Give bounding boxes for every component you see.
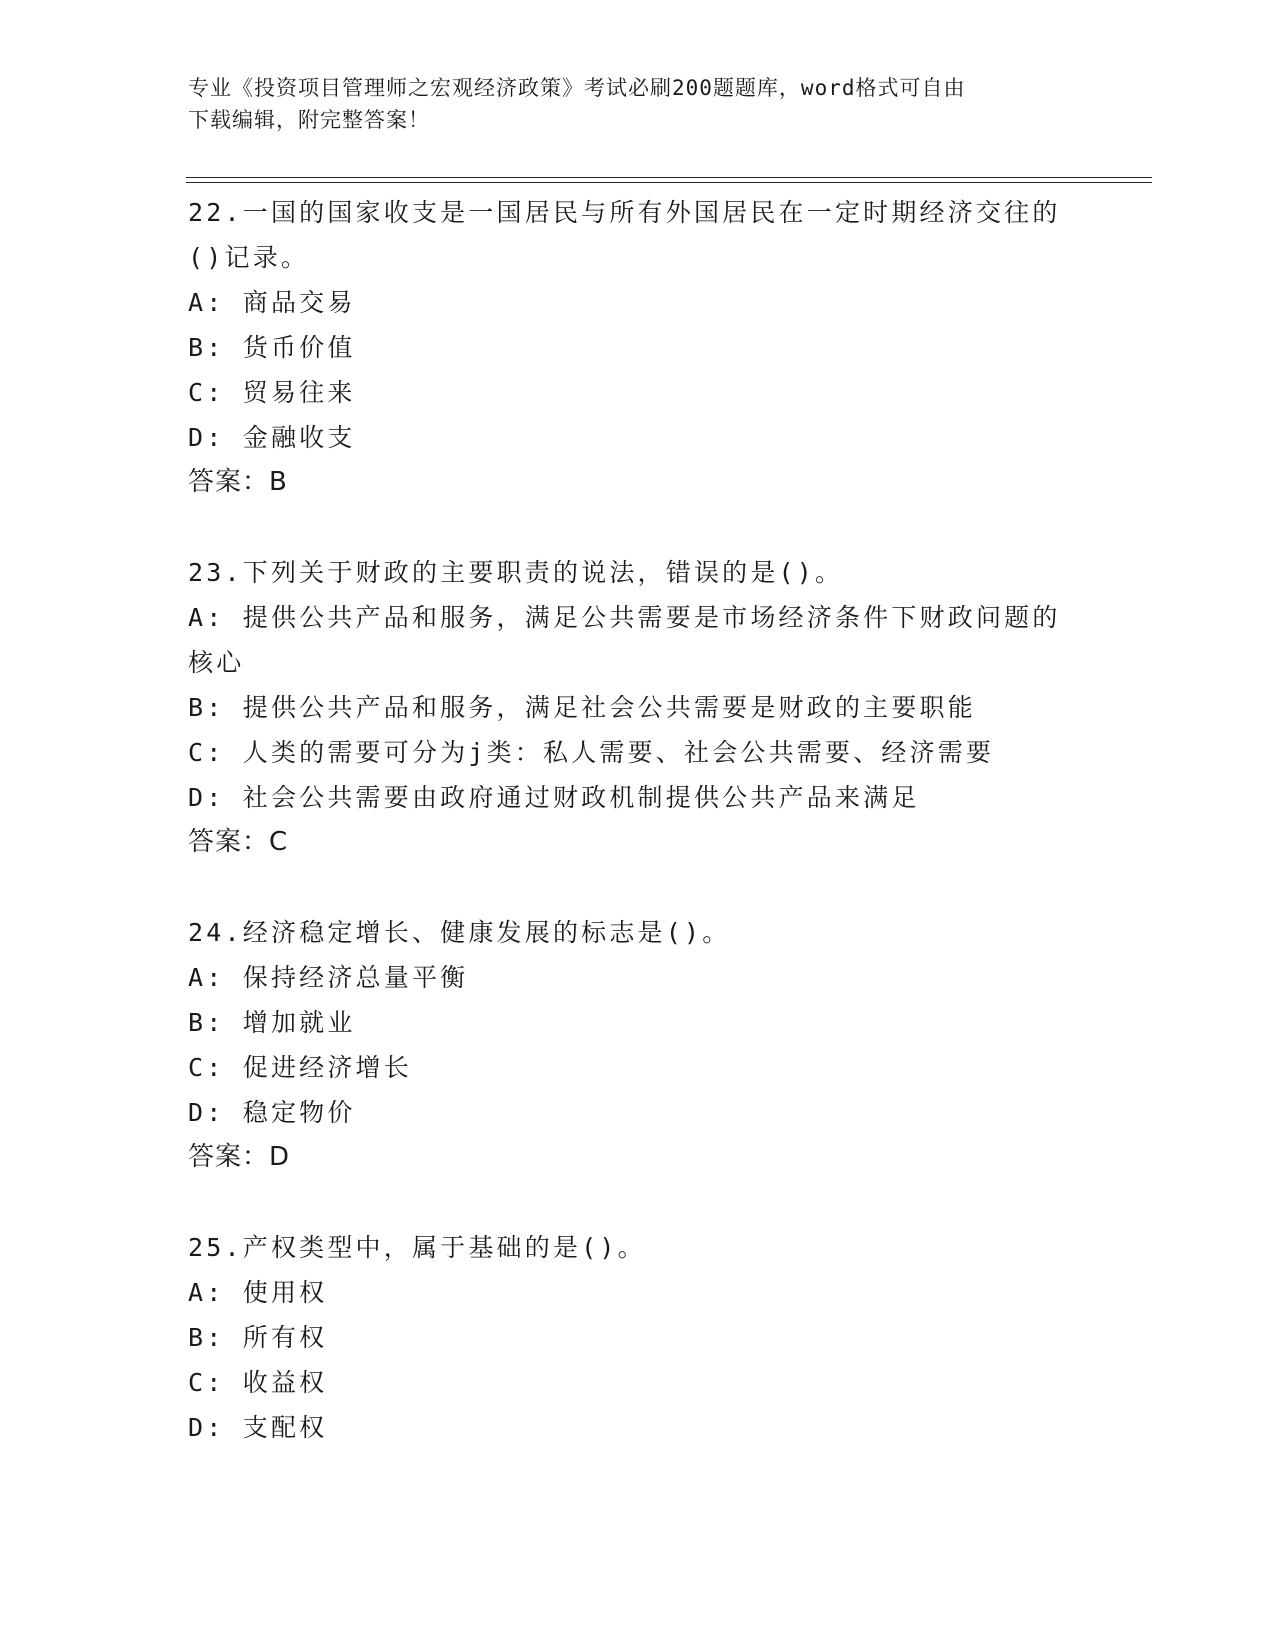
option-c: C: 促进经济增长: [188, 1053, 412, 1082]
answer-line: 答案：D: [188, 1142, 291, 1172]
answer-line: 答案：C: [188, 827, 289, 857]
spacer: [188, 1180, 1088, 1225]
question-text: 24.经济稳定增长、健康发展的标志是()。: [188, 918, 731, 947]
header-divider-top: [186, 177, 1152, 178]
option-b: B: 所有权: [188, 1323, 328, 1352]
question-text: 25.产权类型中，属于基础的是()。: [188, 1233, 646, 1262]
option-b: B: 货币价值: [188, 333, 356, 362]
answer-line: 答案：B: [188, 467, 288, 497]
option-b: B: 增加就业: [188, 1008, 356, 1037]
question-text: 22.一国的国家收支是一国居民与所有外国居民在一定时期经济交往的: [188, 198, 1061, 227]
option-d: D: 支配权: [188, 1413, 328, 1442]
option-c: C: 贸易往来: [188, 378, 356, 407]
option-c: C: 收益权: [188, 1368, 328, 1397]
header-line-2: 下载编辑，附完整答案！: [188, 108, 430, 132]
question-23: [188, 550, 1088, 865]
document-header: [188, 72, 1068, 136]
option-a-continued: 核心: [188, 648, 245, 677]
question-25: [188, 1225, 1088, 1450]
option-b: B: 提供公共产品和服务，满足社会公共需要是财政的主要职能: [188, 693, 976, 722]
question-24: [188, 910, 1088, 1180]
header-line-1: 专业《投资项目管理师之宏观经济政策》考试必刷200题题库，word格式可自由: [188, 76, 966, 100]
header-divider-bottom: [186, 182, 1152, 183]
option-d: D: 金融收支: [188, 423, 356, 452]
question-text: 23.下列关于财政的主要职责的说法，错误的是()。: [188, 558, 844, 587]
question-text-continued: ()记录。: [188, 243, 310, 272]
option-a: A: 商品交易: [188, 288, 356, 317]
spacer: [188, 505, 1088, 550]
option-a: A: 使用权: [188, 1278, 328, 1307]
option-c: C: 人类的需要可分为j类：私人需要、社会公共需要、经济需要: [188, 738, 995, 767]
option-d: D: 社会公共需要由政府通过财政机制提供公共产品来满足: [188, 783, 920, 812]
question-list: [188, 190, 1088, 1450]
spacer: [188, 865, 1088, 910]
question-22: [188, 190, 1088, 505]
option-d: D: 稳定物价: [188, 1098, 356, 1127]
option-a: A: 提供公共产品和服务，满足公共需要是市场经济条件下财政问题的: [188, 603, 1061, 632]
option-a: A: 保持经济总量平衡: [188, 963, 469, 992]
